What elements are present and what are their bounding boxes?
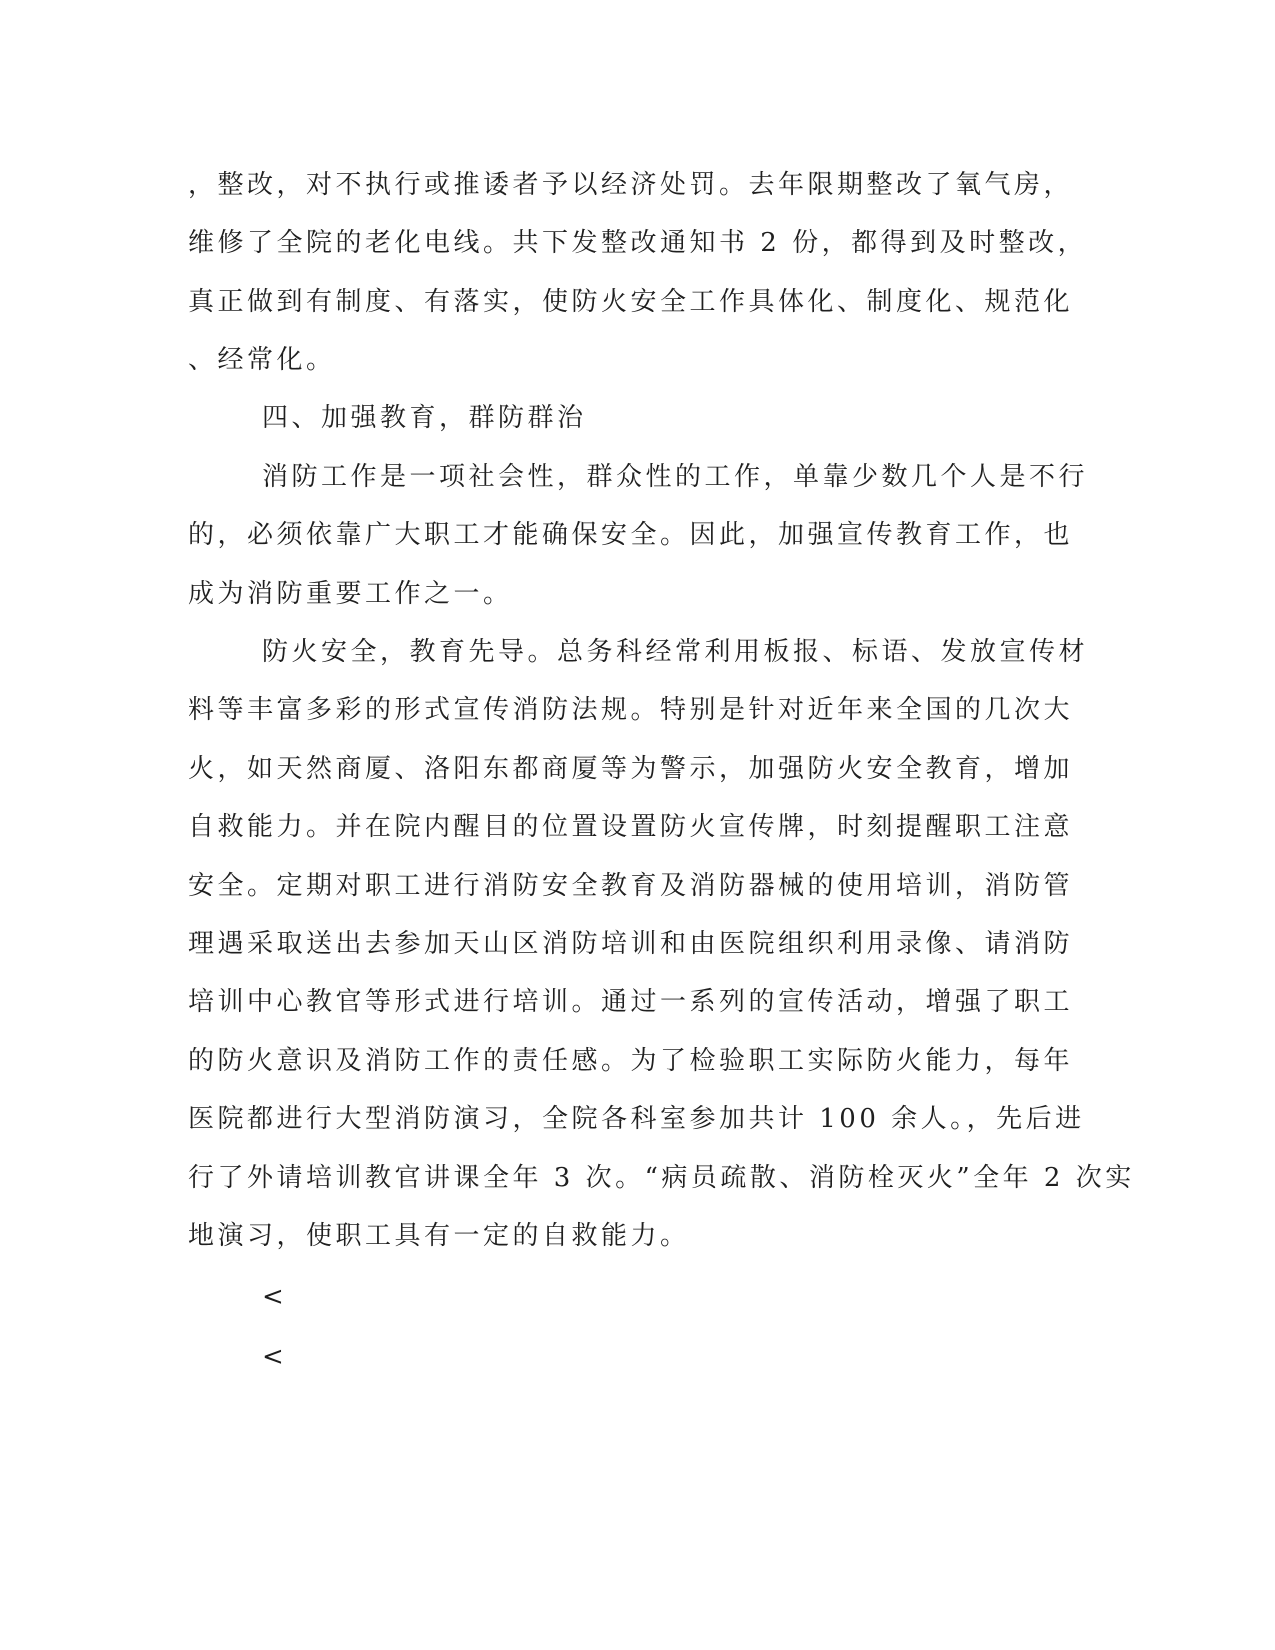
text-line: 理遇采取送出去参加天山区消防培训和由医院组织利用录像、请消防 <box>188 929 1074 959</box>
text-line: 维修了全院的老化电线。共下发整改通知书 2 份，都得到及时整改， <box>188 228 1088 258</box>
text-line: 培训中心教官等形式进行培训。通过一系列的宣传活动，增强了职工 <box>188 987 1074 1017</box>
text-line: ，整改，对不执行或推诿者予以经济处罚。去年限期整改了氧气房， <box>188 170 1074 200</box>
text-line: 自救能力。并在院内醒目的位置设置防火宣传牌，时刻提醒职工注意 <box>188 812 1074 842</box>
text-line: 料等丰富多彩的形式宣传消防法规。特别是针对近年来全国的几次大 <box>188 695 1074 725</box>
stray-symbol: < <box>262 1342 288 1372</box>
text-line: 、经常化。 <box>188 345 336 375</box>
text-line: 火，如天然商厦、洛阳东都商厦等为警示，加强防火安全教育，增加 <box>188 754 1074 784</box>
text-line: 地演习，使职工具有一定的自救能力。 <box>188 1221 690 1251</box>
text-line: 防火安全，教育先导。总务科经常利用板报、标语、发放宣传材 <box>262 637 1089 667</box>
text-line: 真正做到有制度、有落实，使防火安全工作具体化、制度化、规范化 <box>188 287 1074 317</box>
text-line: 的防火意识及消防工作的责任感。为了检验职工实际防火能力，每年 <box>188 1046 1074 1076</box>
text-line: 行了外请培训教官讲课全年 3 次。“病员疏散、消防栓灭火”全年 2 次实 <box>188 1163 1135 1193</box>
text-line: 医院都进行大型消防演习，全院各科室参加共计 100 余人。，先后进 <box>188 1104 1085 1134</box>
text-line: 消防工作是一项社会性，群众性的工作，单靠少数几个人是不行 <box>262 462 1089 492</box>
stray-symbol: < <box>262 1282 288 1312</box>
text-line: 成为消防重要工作之一。 <box>188 579 513 609</box>
section-heading: 四、加强教育，群防群治 <box>262 403 587 433</box>
text-line: 的，必须依靠广大职工才能确保安全。因此，加强宣传教育工作，也 <box>188 520 1074 550</box>
text-line: 安全。定期对职工进行消防安全教育及消防器械的使用培训，消防管 <box>188 871 1074 901</box>
